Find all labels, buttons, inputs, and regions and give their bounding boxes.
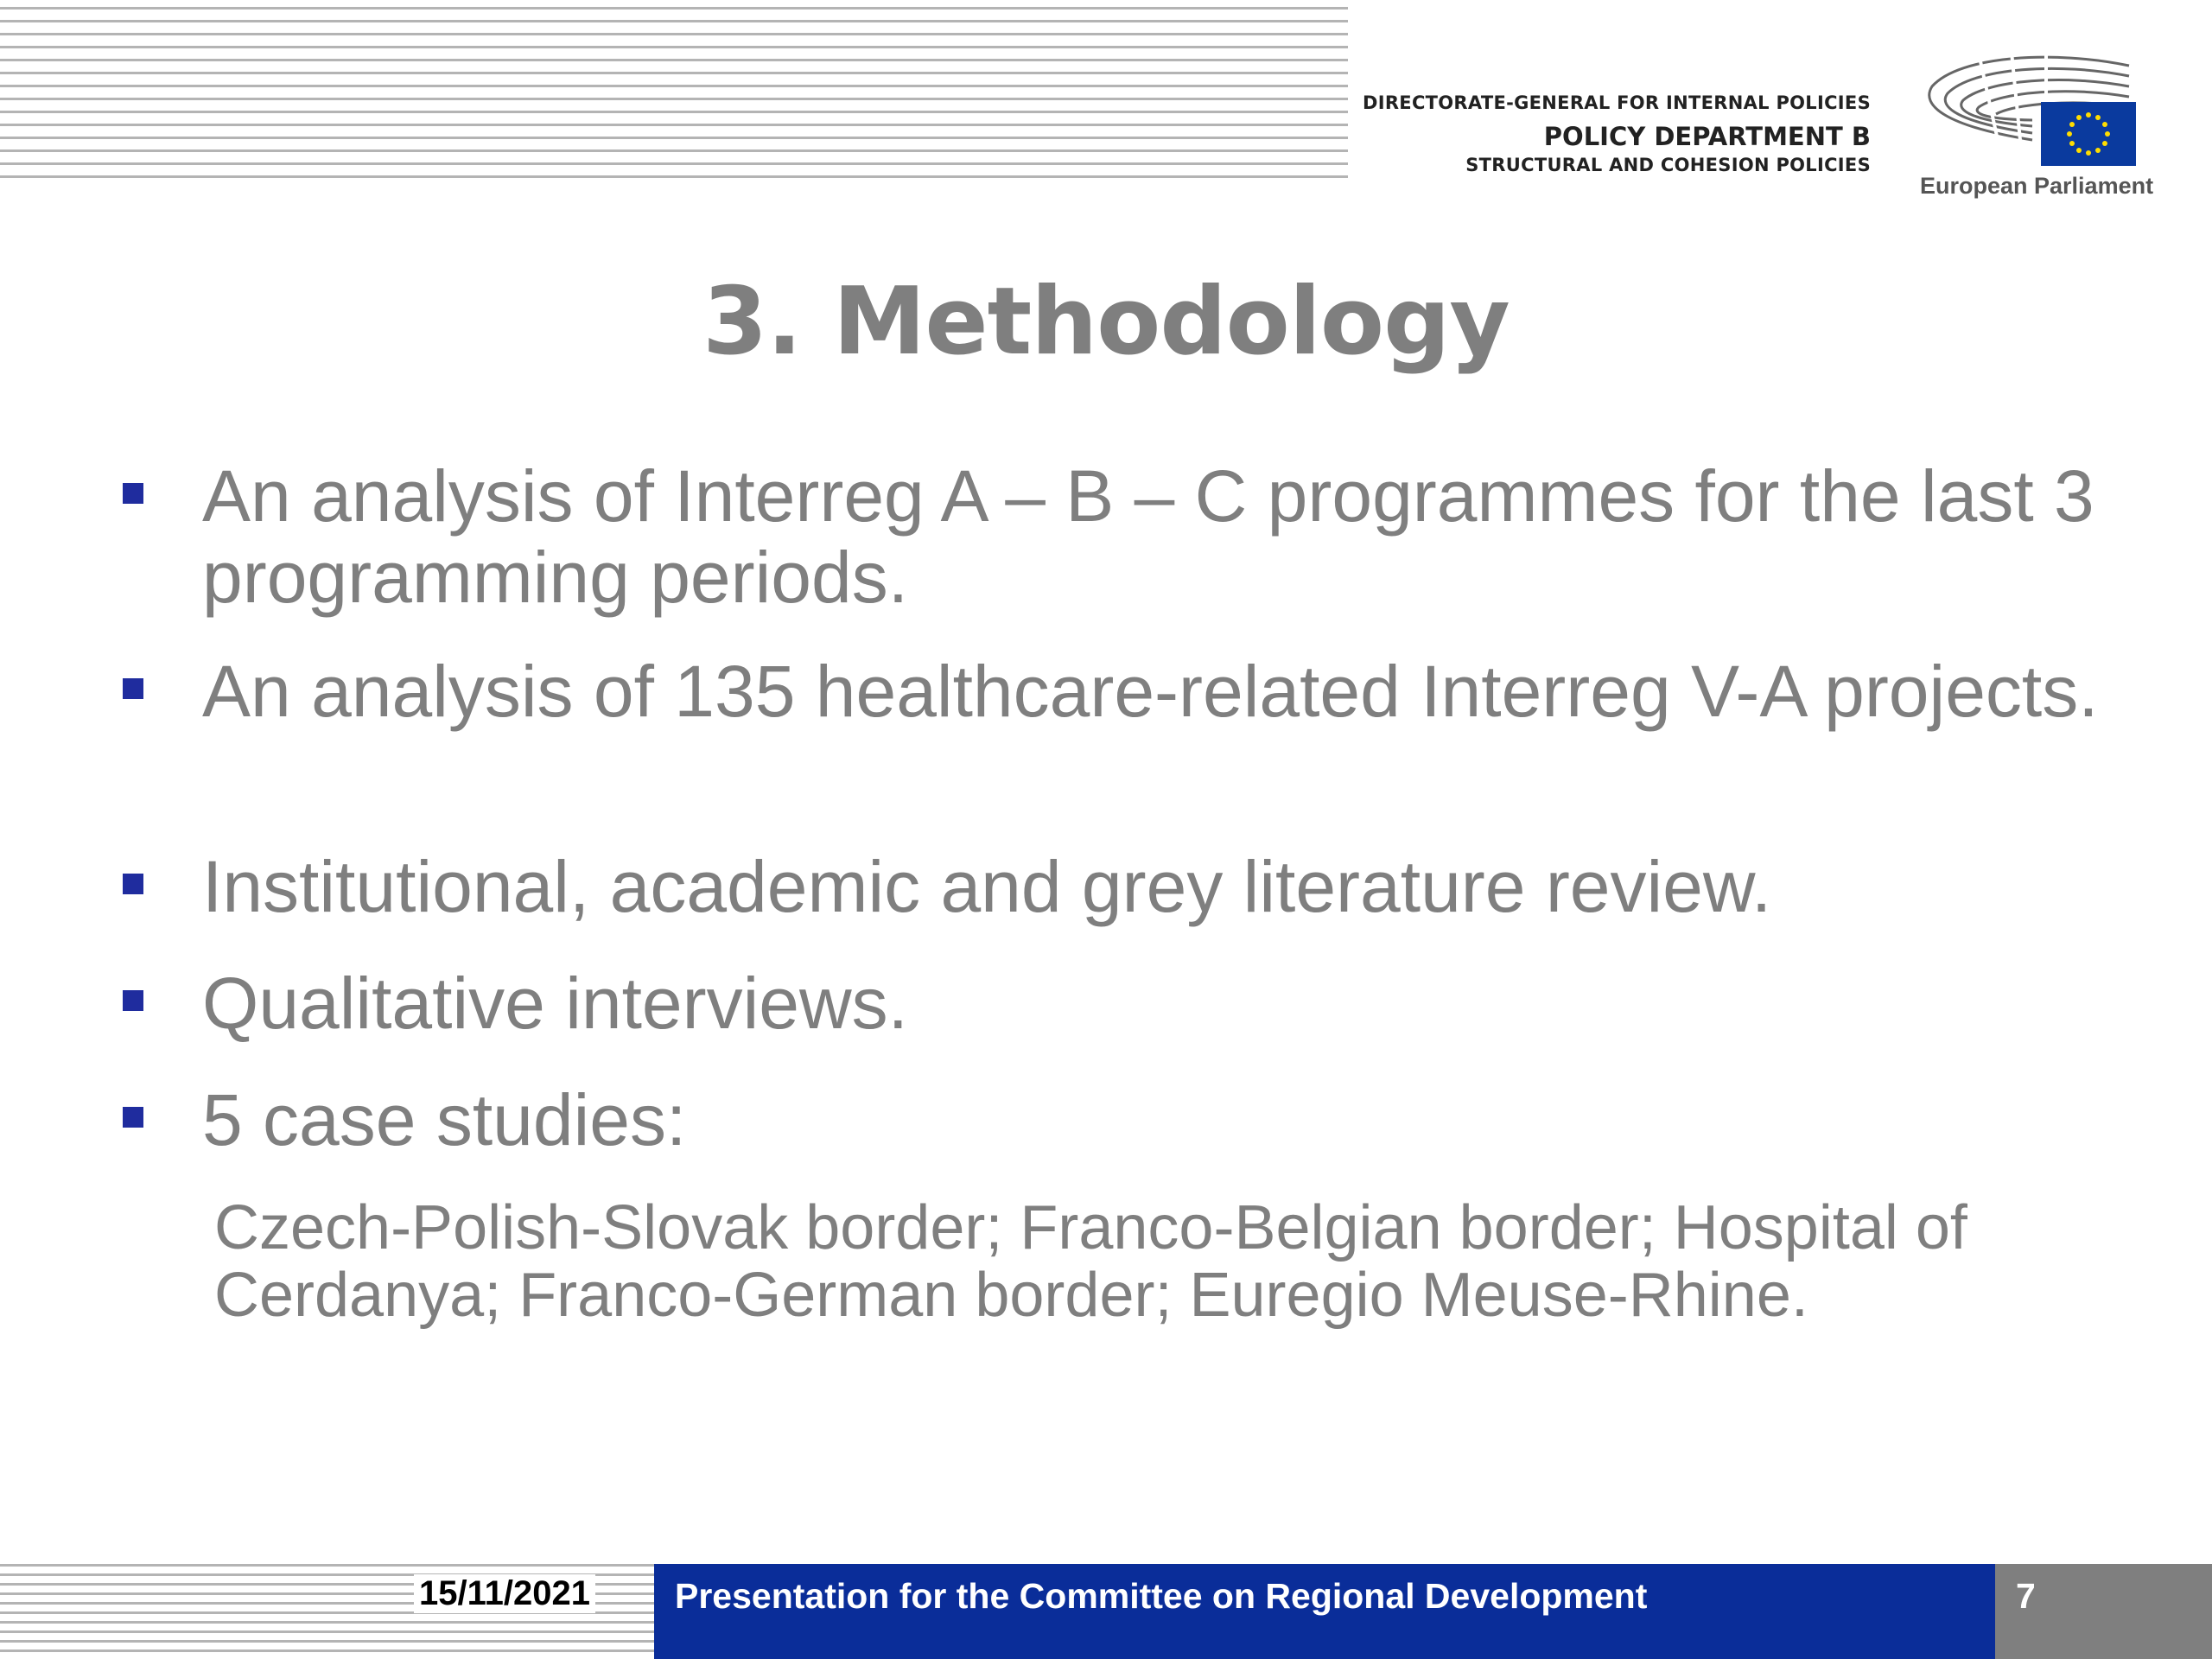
bullet-text: 5 case studies: bbox=[202, 1079, 687, 1160]
bullet-item bbox=[202, 846, 2120, 927]
square-bullet-icon bbox=[123, 678, 143, 699]
case-studies-text: Czech-Polish-Slovak border; Franco-Belgian border; Hospital of Cerdanya; Franco-German border; Euregio Meuse-Rhine. bbox=[214, 1193, 1967, 1330]
bullet-item bbox=[202, 455, 2120, 618]
bullet-text: An analysis of Interreg A – B – C programmes for the last 3 programming periods. bbox=[202, 455, 2094, 618]
directorate-block bbox=[1363, 90, 1871, 176]
bullet-item bbox=[202, 963, 2120, 1044]
department-name: POLICY DEPARTMENT B bbox=[1543, 122, 1871, 151]
eu-flag-icon bbox=[1925, 50, 2141, 171]
square-bullet-icon bbox=[123, 1107, 143, 1128]
page-number-box bbox=[1995, 1564, 2212, 1659]
department-subtitle: STRUCTURAL AND COHESION POLICIES bbox=[1465, 155, 1871, 175]
footer-caption: Presentation for the Committee on Regional Development bbox=[675, 1576, 1648, 1616]
slide-title: 3. Methodology bbox=[702, 268, 1510, 376]
bullet-text: Qualitative interviews. bbox=[202, 963, 908, 1044]
footer-caption-bar bbox=[654, 1564, 1995, 1659]
square-bullet-icon bbox=[123, 874, 143, 894]
page-number: 7 bbox=[2016, 1576, 2036, 1616]
european-parliament-logo bbox=[1925, 50, 2141, 171]
bullet-item bbox=[202, 651, 2120, 732]
logo-caption: European Parliament bbox=[1920, 173, 2154, 199]
square-bullet-icon bbox=[123, 990, 143, 1011]
bullet-text: Institutional, academic and grey literature review. bbox=[202, 846, 1772, 927]
bullet-text: An analysis of 135 healthcare-related Interreg V-A projects. bbox=[202, 651, 2099, 732]
bullet-item bbox=[202, 1079, 2120, 1160]
directorate-name: DIRECTORATE-GENERAL FOR INTERNAL POLICIES bbox=[1362, 92, 1871, 113]
footer-date: 15/11/2021 bbox=[414, 1574, 595, 1613]
square-bullet-icon bbox=[123, 483, 143, 504]
header-stripes bbox=[0, 7, 1348, 184]
